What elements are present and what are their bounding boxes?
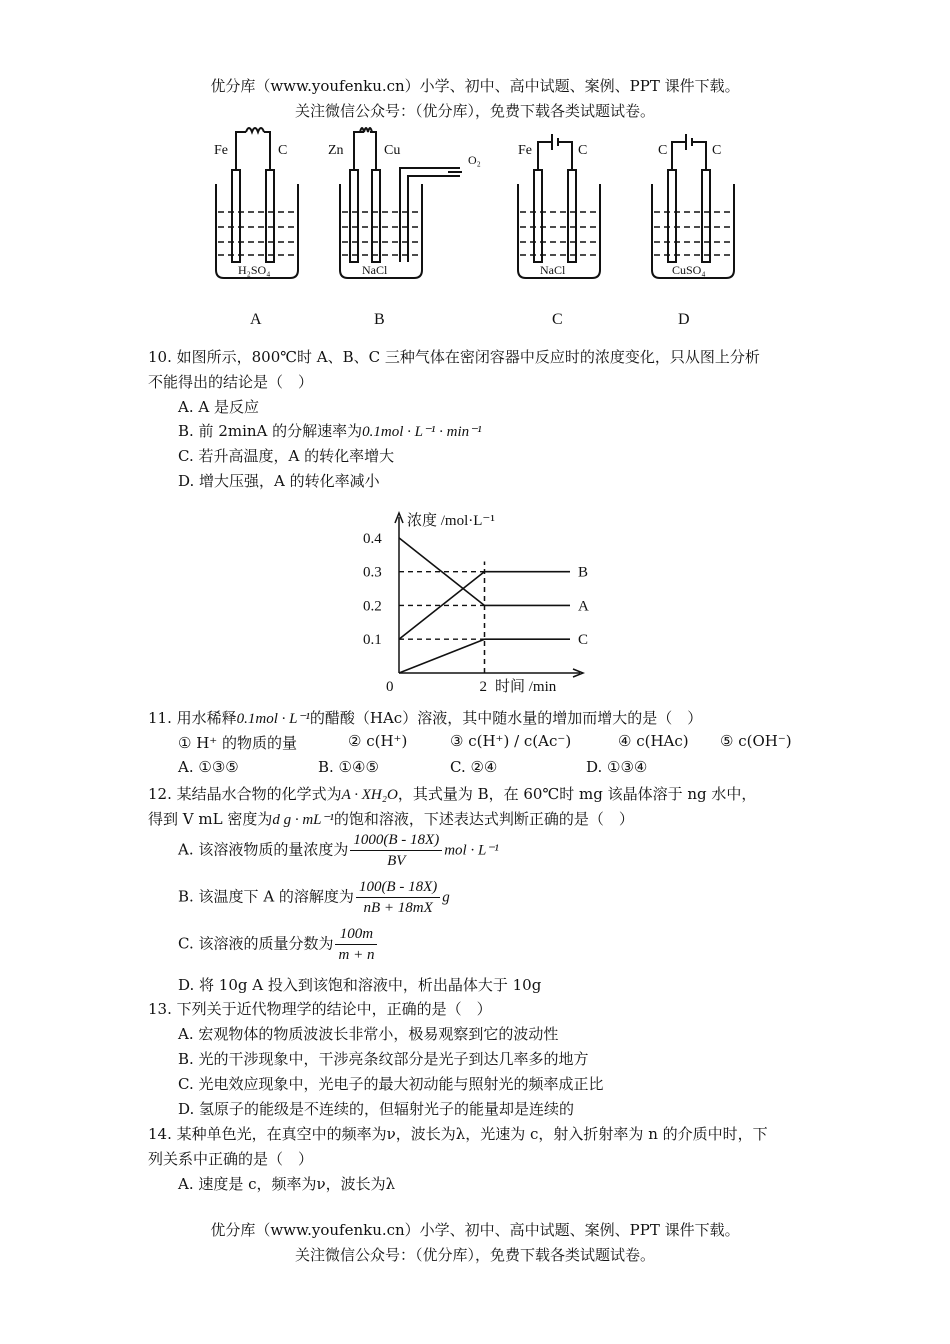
cell-a-label: A [250, 311, 262, 328]
chart-ylabel: 浓度 /mol·L⁻¹ [407, 513, 495, 529]
q12-a-numerator: 1000(B - 18X) [350, 830, 442, 851]
q10-option-b-math: 0.1mol · L⁻¹ · min⁻¹ [362, 424, 482, 440]
q12-option-a [178, 830, 499, 871]
chart-xlabel: 时间 /min [495, 679, 557, 695]
q12-option-d: D. 将 10g A 投入到该饱和溶液中，析出晶体大于 10g [178, 976, 542, 994]
cell-c-right-electrode: C [578, 143, 588, 158]
cell-a-solution: H₂SO₄ [238, 263, 271, 277]
q11-item-3: ③ c(H⁺) / c(Ac⁻) [450, 732, 572, 750]
y-tick-label-0.3: 0.3 [363, 564, 382, 581]
q13-option-d: D. 氢原子的能级是不连续的，但辐射光子的能量却是连续的 [178, 1100, 575, 1118]
q12-stem1-prefix: 12. 某结晶水合物的化学式为 [148, 785, 342, 803]
q12-option-b-fraction [356, 877, 440, 918]
q12-stem-line-1 [148, 783, 756, 804]
q12-stem2-prefix: 得到 V mL 密度为 [148, 810, 273, 828]
q12-stem1-suffix: ，其式量为 B，在 60℃时 mg 该晶体溶于 ng 水中， [397, 785, 757, 803]
cell-d-right-electrode: C [712, 143, 722, 158]
cell-b-gas: O₂ [468, 153, 481, 167]
x-tick-label-0: 0 [386, 679, 394, 695]
series-B-label: B [578, 564, 589, 581]
footer-line-1: 优分库（www.youfenku.cn）小学、初中、高中试题、案例、PPT 课件下载。 [210, 1221, 740, 1239]
header-line-1: 优分库（www.youfenku.cn）小学、初中、高中试题、案例、PPT 课件下载。 [210, 77, 740, 95]
q12-option-c-text: C. 该溶液的质量分数为 [178, 934, 334, 953]
q12-option-a-unit: mol · L⁻¹ [444, 842, 499, 859]
q10-option-a: A. A 是反应 [178, 398, 259, 416]
q12-c-denominator: m + n [338, 947, 375, 963]
q10-option-b-text: B. 前 2minA 的分解速率为 [178, 422, 363, 440]
q11-option-b: B. ①④⑤ [318, 758, 379, 776]
q13-option-c: C. 光电效应现象中，光电子的最大初动能与照射光的频率成正比 [178, 1075, 604, 1093]
q14-stem-line-1: 14. 某种单色光，在真空中的频率为ν，波长为λ，光速为 c，射入折射率为 n 的介质中时，下 [148, 1125, 768, 1143]
q11-stem-suffix: 的醋酸（HAc）溶液，其中随水量的增加而增大的是（ ） [309, 709, 703, 727]
q10-option-c: C. 若升高温度，A 的转化率增大 [178, 447, 395, 465]
q12-c-numerator: 100m [335, 924, 377, 945]
cell-b-solution: NaCl [362, 263, 388, 277]
cell-c-label: C [552, 311, 563, 328]
series-C-label: C [578, 632, 589, 649]
concentration-time-chart [355, 505, 595, 695]
q12-stem-line-2 [148, 808, 634, 829]
q11-option-d: D. ①③④ [586, 758, 648, 776]
cell-b [340, 128, 462, 278]
q10-option-d: D. 增大压强，A 的转化率减小 [178, 472, 380, 490]
cell-a-left-electrode: Fe [214, 143, 228, 158]
q12-option-b-unit: g [442, 889, 450, 906]
cell-b-left-electrode: Zn [328, 143, 344, 158]
q12-option-b-text: B. 该温度下 A 的溶解度为 [178, 887, 354, 906]
q10-stem-line-2: 不能得出的结论是（ ） [148, 373, 314, 391]
electrochem-cells-figure [200, 122, 760, 337]
cell-c-left-electrode: Fe [518, 143, 532, 158]
q12-stem2-math: d g · mL⁻¹ [272, 812, 334, 828]
q11-item-1: ① H⁺ 的物质的量 [178, 734, 297, 752]
cell-d-label: D [678, 311, 690, 328]
q11-stem-math: 0.1mol · L⁻¹ [236, 711, 310, 727]
cell-d-left-electrode: C [658, 143, 668, 158]
q12-stem1-math: A · XH₂O [341, 787, 398, 803]
cell-c-solution: NaCl [540, 263, 566, 277]
header-line-2: 关注微信公众号：（优分库），免费下载各类试题试卷。 [294, 102, 655, 120]
series-C-change [399, 639, 485, 673]
q10-option-b [178, 420, 482, 441]
q13-option-a: A. 宏观物体的物质波波长非常小，极易观察到它的波动性 [178, 1025, 559, 1043]
y-tick-label-0.1: 0.1 [363, 632, 382, 649]
q12-b-numerator: 100(B - 18X) [356, 877, 440, 898]
q11-item-4: ④ c(HAc) [618, 732, 689, 750]
cell-b-label: B [374, 311, 385, 328]
q10-stem-line-1: 10. 如图所示，800℃时 A、B、C 三种气体在密闭容器中反应时的浓度变化，只从图上分析 [148, 348, 760, 366]
footer-line-2: 关注微信公众号：（优分库），免费下载各类试题试卷。 [294, 1246, 655, 1264]
q14-option-a: A. 速度是 c，频率为ν，波长为λ [178, 1175, 396, 1193]
q12-option-c-fraction [335, 924, 377, 965]
q12-option-a-fraction [350, 830, 442, 871]
q11-item-2: ② c(H⁺) [348, 732, 408, 750]
q12-option-c [178, 924, 379, 965]
series-A-label: A [578, 598, 589, 615]
q11-option-a: A. ①③⑤ [178, 758, 239, 776]
q11-stem-prefix: 11. 用水稀释 [148, 709, 237, 727]
q11-item-5: ⑤ c(OH⁻) [720, 732, 792, 750]
cell-b-right-electrode: Cu [384, 143, 401, 158]
q13-option-b: B. 光的干涉现象中，干涉亮条纹部分是光子到达几率多的地方 [178, 1050, 589, 1068]
x-tick-label-2: 2 [479, 679, 487, 695]
cell-d-solution: CuSO₄ [672, 263, 706, 277]
y-tick-label-0.4: 0.4 [363, 530, 382, 547]
cell-a-right-electrode: C [278, 143, 288, 158]
q12-option-b [178, 877, 450, 918]
q11-option-c: C. ②④ [450, 758, 498, 776]
q13-stem: 13. 下列关于近代物理学的结论中，正确的是（ ） [148, 1000, 492, 1018]
q12-a-denominator: BV [387, 853, 406, 869]
q12-option-a-text: A. 该溶液物质的量浓度为 [178, 840, 349, 859]
y-tick-label-0.2: 0.2 [363, 598, 382, 615]
q11-stem [148, 707, 702, 728]
q12-b-denominator: nB + 18mX [363, 900, 433, 916]
q12-stem2-suffix: 的饱和溶液，下述表达式判断正确的是（ ） [333, 810, 634, 828]
q14-stem-line-2: 列关系中正确的是（ ） [148, 1150, 314, 1168]
